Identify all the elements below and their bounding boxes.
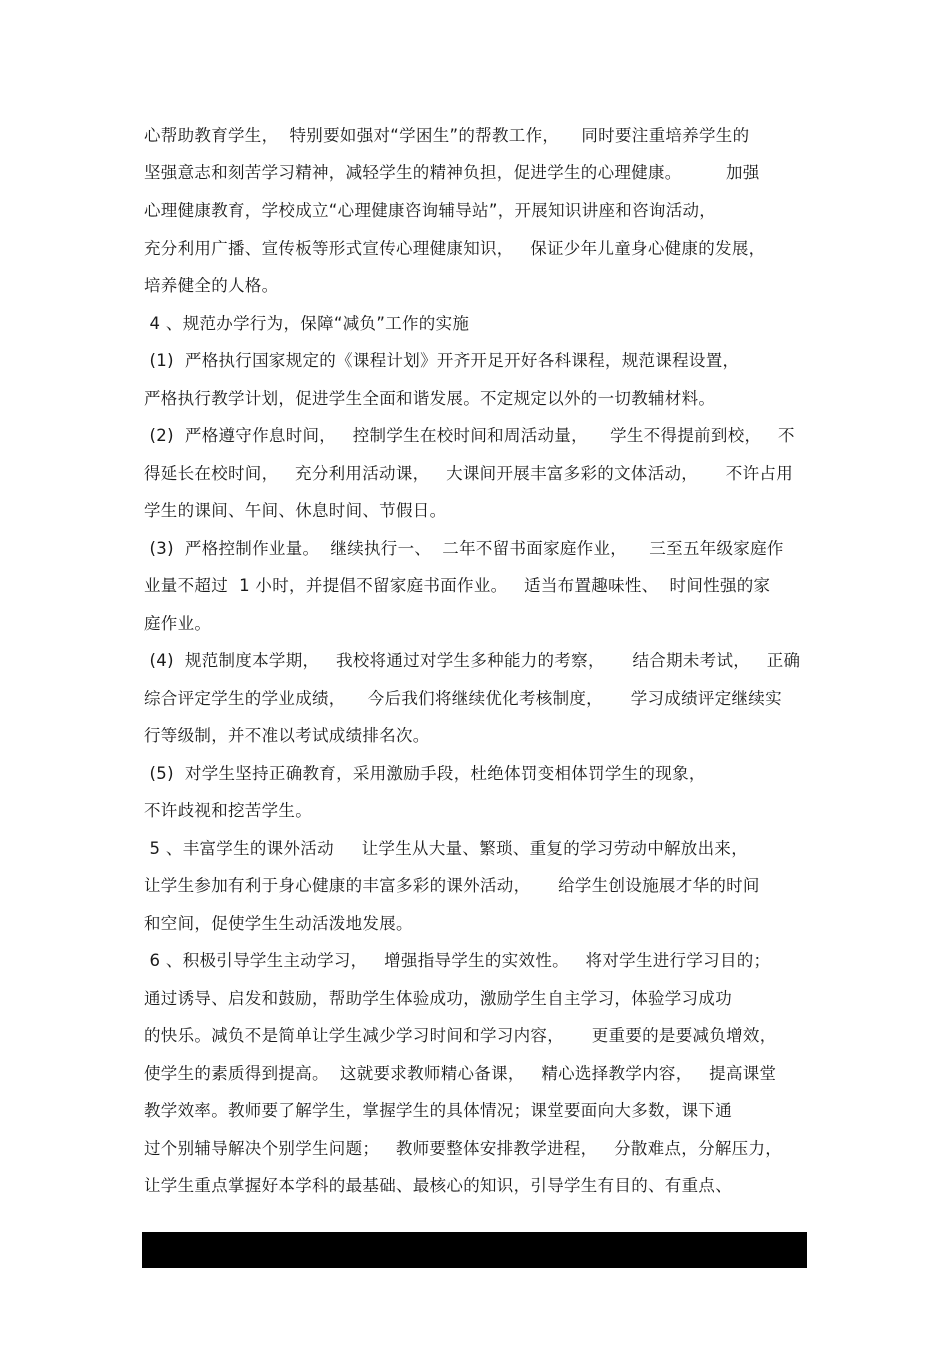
text-line: 心帮助教育学生， 特别要如强对“学困生”的帮教工作， 同时要注重培养学生的: [144, 126, 750, 145]
text-line: 得延长在校时间， 充分利用活动课， 大课间开展丰富多彩的文体活动， 不许占用: [144, 464, 793, 483]
section-heading: 4 、规范办学行为，保障“减负”工作的实施: [144, 314, 470, 333]
text-line: 充分利用广播、宣传板等形式宣传心理健康知识， 保证少年儿童身心健康的发展，: [144, 239, 766, 258]
text-line: 严格执行教学计划，促进学生全面和谐发展。不定规定以外的一切教辅材料。: [144, 389, 716, 408]
text-line: 不许歧视和挖苦学生。: [144, 801, 312, 820]
text-line: 和空间，促使学生生动活泼地发展。: [144, 914, 413, 933]
text-line: 教学效率。教师要了解学生，掌握学生的具体情况；课堂要面向大多数，课下通: [144, 1101, 732, 1120]
text-line: 业量不超过 1 小时，并提倡不留家庭书面作业。 适当布置趣味性、 时间性强的家: [144, 576, 771, 595]
text-line: 通过诱导、启发和鼓励，帮助学生体验成功，激励学生自主学习，体验学习成功: [144, 989, 732, 1008]
text-line: (3) 严格控制作业量。 继续执行一、 二年不留书面家庭作业， 三至五年级家庭作: [144, 539, 784, 558]
text-line: 行等级制，并不准以考试成绩排名次。: [144, 726, 430, 745]
text-line: 的快乐。减负不是简单让学生减少学习时间和学习内容， 更重要的是要减负增效，: [144, 1026, 777, 1045]
text-line: 庭作业。: [144, 614, 212, 633]
footer-black-bar: [142, 1232, 807, 1268]
text-line: (4) 规范制度本学期， 我校将通过对学生多种能力的考察， 结合期未考试， 正确: [144, 651, 801, 670]
text-line: 坚强意志和刻苦学习精神，减轻学生的精神负担，促进学生的心理健康。 加强: [144, 163, 760, 182]
text-line: 过个别辅导解决个别学生问题； 教师要整体安排教学进程， 分散难点，分解压力，: [144, 1139, 783, 1158]
section-heading: 5 、丰富学生的课外活动 让学生从大量、繁琐、重复的学习劳动中解放出来，: [144, 839, 749, 858]
section-heading: 6 、积极引导学生主动学习， 增强指导学生的实效性。 将对学生进行学习目的；: [144, 951, 771, 970]
text-line: (1) 严格执行国家规定的《课程计划》开齐开足开好各科课程，规范课程设置，: [144, 351, 740, 370]
text-line: 培养健全的人格。: [144, 276, 279, 295]
text-line: 使学生的素质得到提高。 这就要求教师精心备课， 精心选择教学内容， 提高课堂: [144, 1064, 777, 1083]
text-line: 心理健康教育，学校成立“心理健康咨询辅导站”，开展知识讲座和咨询活动，: [144, 201, 717, 220]
text-line: 让学生重点掌握好本学科的最基础、最核心的知识，引导学生有目的、有重点、: [144, 1176, 732, 1195]
text-line: 学生的课间、午间、休息时间、节假日。: [144, 501, 447, 520]
text-line: (2) 严格遵守作息时间， 控制学生在校时间和周活动量， 学生不得提前到校， 不: [144, 426, 795, 445]
text-line: 让学生参加有利于身心健康的丰富多彩的课外活动， 给学生创设施展才华的时间: [144, 876, 760, 895]
text-line: 综合评定学生的学业成绩， 今后我们将继续优化考核制度， 学习成绩评定继续实: [144, 689, 782, 708]
text-line: (5) 对学生坚持正确教育，采用激励手段，杜绝体罚变相体罚学生的现象，: [144, 764, 706, 783]
